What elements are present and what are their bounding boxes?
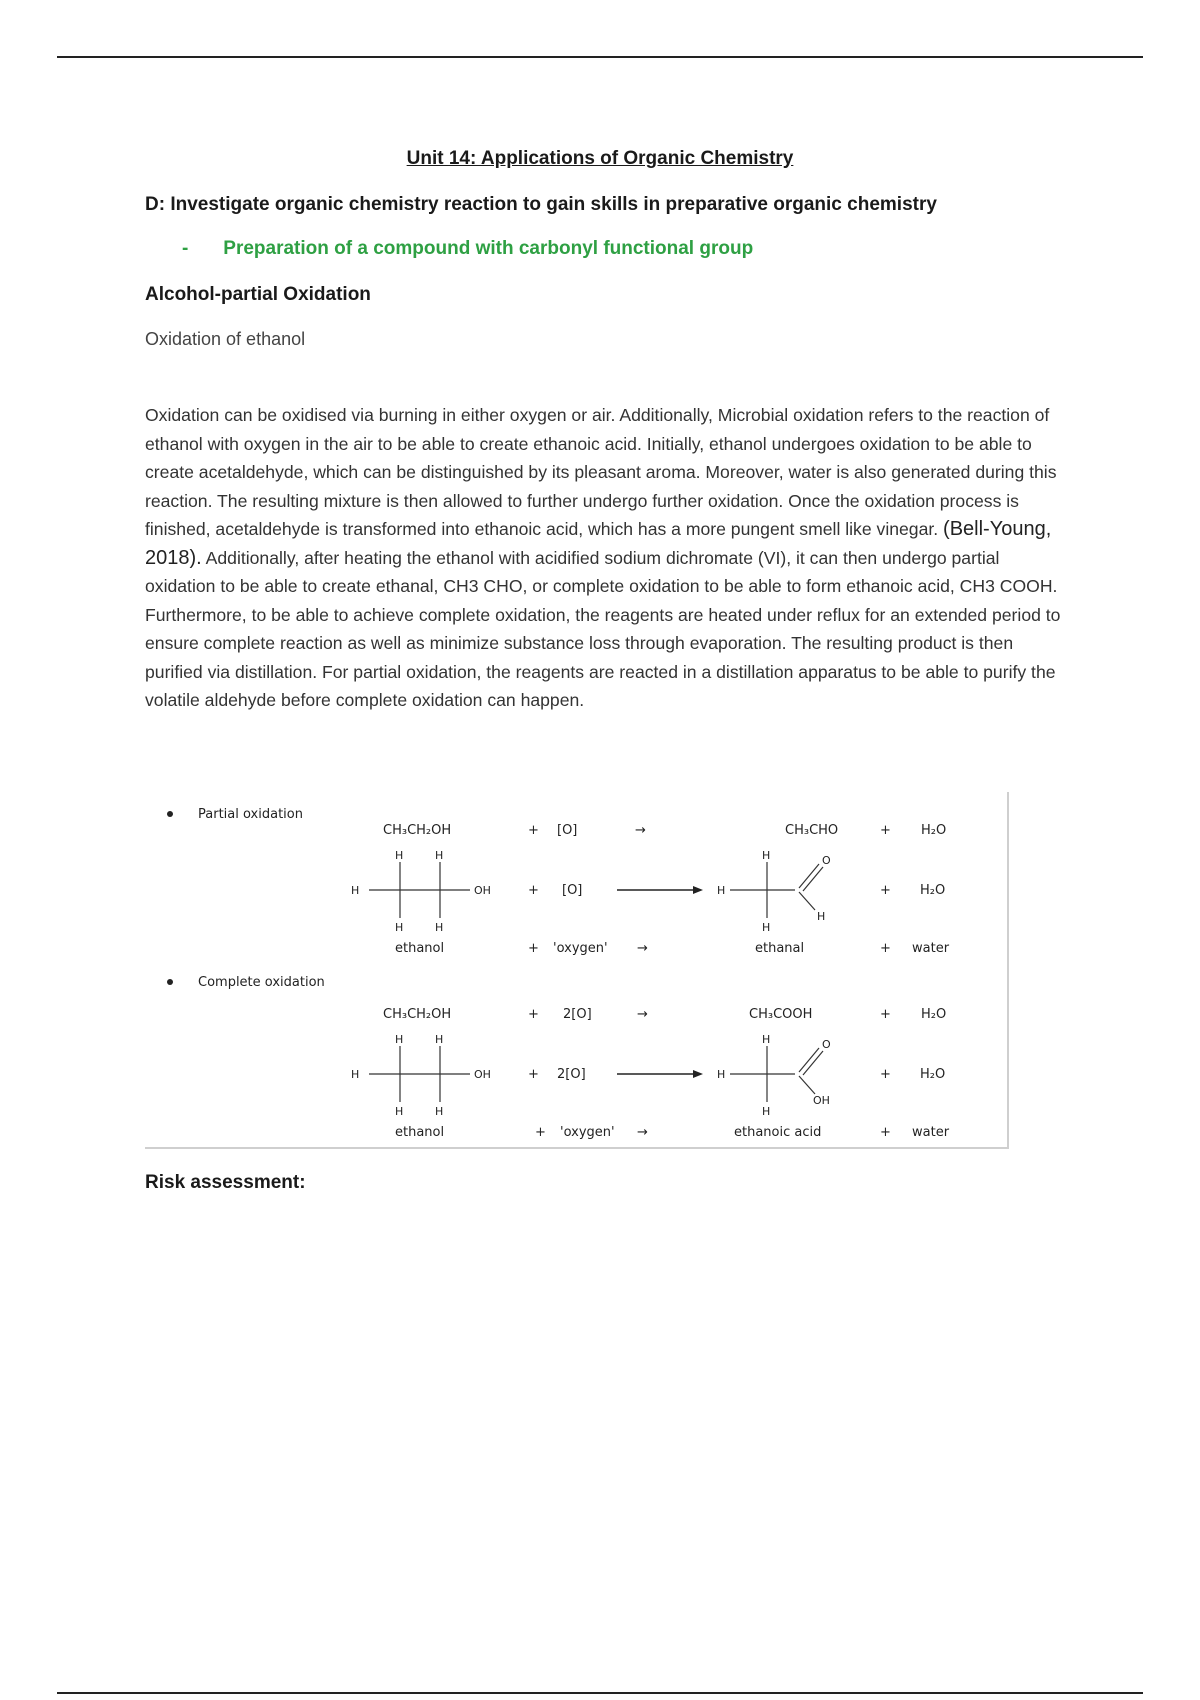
ethanoic-acid-structure xyxy=(717,1033,831,1118)
atom-h: H xyxy=(717,1068,726,1081)
partial-plus-3: + xyxy=(528,883,539,898)
partial-product-name: ethanal xyxy=(755,941,805,956)
paragraph-continued: Additionally, after heating the ethanol with acidified sodium dichromate (VI), it can then undergo partial oxidation to be able to create ethanal, CH3 CHO, or complete oxidation to be able to form ethanoic acid, CH3 COOH. Furthermore, to be able to achieve complete oxidation, the reagents are heated under reflux for an extended period to ensure complete reaction as well as minimize substance loss through evaporation. The resulting product is then purified via distillation. For partial oxidation, the reagents are reacted in a distillation apparatus to be able to purify the volatile aldehyde before complete oxidation can happen. xyxy=(145,547,1061,710)
partial-oxidant-2: [O] xyxy=(562,883,583,898)
atom-oh: OH xyxy=(474,884,491,897)
page-title: Unit 14: Applications of Organic Chemistry xyxy=(406,148,794,169)
complete-plus-2: + xyxy=(880,1007,891,1022)
green-bullet-item xyxy=(182,238,753,260)
atom-h: H xyxy=(395,1033,404,1046)
complete-arrow-2: → xyxy=(637,1125,648,1140)
partial-plus-6: + xyxy=(880,941,891,956)
partial-arrow: → xyxy=(635,823,646,838)
atom-h: H xyxy=(395,849,404,862)
partial-arrow-2: → xyxy=(637,941,648,956)
paragraph-main: Oxidation can be oxidised via burning in either oxygen or air. Additionally, Microbial oxidation refers to the reaction of ethanol with oxygen in the air to be able to create ethanoic acid. Initially, ethanol undergoes oxidation to be able to create acetaldehyde, which can be distinguished by its pleasant aroma. Moreover, water is also generated during this reaction. The resulting mixture is then allowed to further undergo further oxidation. Once the oxidation process is finished, acetaldehyde is transformed into ethanoic acid, which has a more pungent smell like vinegar. xyxy=(145,405,1057,539)
complete-arrow: → xyxy=(637,1007,648,1022)
atom-h: H xyxy=(717,884,726,897)
partial-plus-1: + xyxy=(528,823,539,838)
atom-h: H xyxy=(435,849,444,862)
learning-aim-heading: D: Investigate organic chemistry reaction to gain skills in preparative organic chemistry xyxy=(145,194,937,215)
atom-h: H xyxy=(817,910,826,923)
atom-h: H xyxy=(435,921,444,934)
atom-h: H xyxy=(351,884,360,897)
partial-plus-4: + xyxy=(880,883,891,898)
partial-oxidant-word: 'oxygen' xyxy=(553,941,608,956)
citation: (Bell-Young, 2018). xyxy=(145,518,1052,569)
complete-reactant-name: ethanol xyxy=(395,1125,445,1140)
partial-oxidation-label: Partial oxidation xyxy=(198,807,303,822)
partial-water-formula-2: H₂O xyxy=(920,883,946,898)
complete-oxidant-word: 'oxygen' xyxy=(560,1125,615,1140)
partial-plus-2: + xyxy=(880,823,891,838)
complete-water-formula-2: H₂O xyxy=(920,1067,946,1082)
complete-plus-3: + xyxy=(528,1067,539,1082)
atom-h: H xyxy=(435,1033,444,1046)
complete-product-formula: CH₃COOH xyxy=(749,1007,813,1022)
complete-plus-5: + xyxy=(535,1125,546,1140)
atom-o: O xyxy=(822,854,831,867)
partial-plus-5: + xyxy=(528,941,539,956)
body-paragraph xyxy=(145,401,1065,715)
bullet-dot-complete xyxy=(167,979,173,985)
atom-h: H xyxy=(351,1068,360,1081)
ethanol-structure-partial xyxy=(351,849,491,934)
partial-oxidant: [O] xyxy=(557,823,578,838)
complete-oxidation-label: Complete oxidation xyxy=(198,975,325,990)
complete-oxidant-2: 2[O] xyxy=(557,1067,586,1082)
atom-h: H xyxy=(762,1105,771,1118)
complete-plus-1: + xyxy=(528,1007,539,1022)
complete-product-name: ethanoic acid xyxy=(734,1125,822,1140)
partial-reactant-name: ethanol xyxy=(395,941,445,956)
oxidation-diagram-svg xyxy=(145,792,1007,1147)
oxidation-diagram xyxy=(145,792,1009,1149)
complete-water-name: water xyxy=(912,1125,950,1140)
long-arrow-complete xyxy=(617,1070,703,1078)
complete-reactant-formula: CH₃CH₂OH xyxy=(383,1007,452,1022)
dash-marker: - xyxy=(182,238,189,259)
atom-h: H xyxy=(762,921,771,934)
atom-o: O xyxy=(822,1038,831,1051)
complete-water-formula: H₂O xyxy=(921,1007,947,1022)
top-rule xyxy=(57,56,1143,58)
partial-water-formula: H₂O xyxy=(921,823,947,838)
atom-h: H xyxy=(395,921,404,934)
subheading: Oxidation of ethanol xyxy=(145,329,306,349)
complete-plus-6: + xyxy=(880,1125,891,1140)
section-heading: Alcohol-partial Oxidation xyxy=(145,284,371,305)
atom-h: H xyxy=(395,1105,404,1118)
atom-h: H xyxy=(762,849,771,862)
atom-h: H xyxy=(762,1033,771,1046)
partial-water-name: water xyxy=(912,941,950,956)
long-arrow-partial xyxy=(617,886,703,894)
ethanal-structure xyxy=(717,849,831,934)
complete-plus-4: + xyxy=(880,1067,891,1082)
bottom-rule xyxy=(57,1692,1143,1694)
partial-reactant-formula: CH₃CH₂OH xyxy=(383,823,452,838)
atom-oh: OH xyxy=(474,1068,491,1081)
ethanol-structure-complete xyxy=(351,1033,491,1118)
partial-product-formula: CH₃CHO xyxy=(785,823,839,838)
risk-assessment-heading: Risk assessment: xyxy=(145,1172,306,1193)
bullet-dot-partial xyxy=(167,811,173,817)
atom-oh: OH xyxy=(813,1094,830,1107)
green-bullet-text: Preparation of a compound with carbonyl functional group xyxy=(223,238,754,259)
atom-h: H xyxy=(435,1105,444,1118)
complete-oxidant: 2[O] xyxy=(563,1007,592,1022)
